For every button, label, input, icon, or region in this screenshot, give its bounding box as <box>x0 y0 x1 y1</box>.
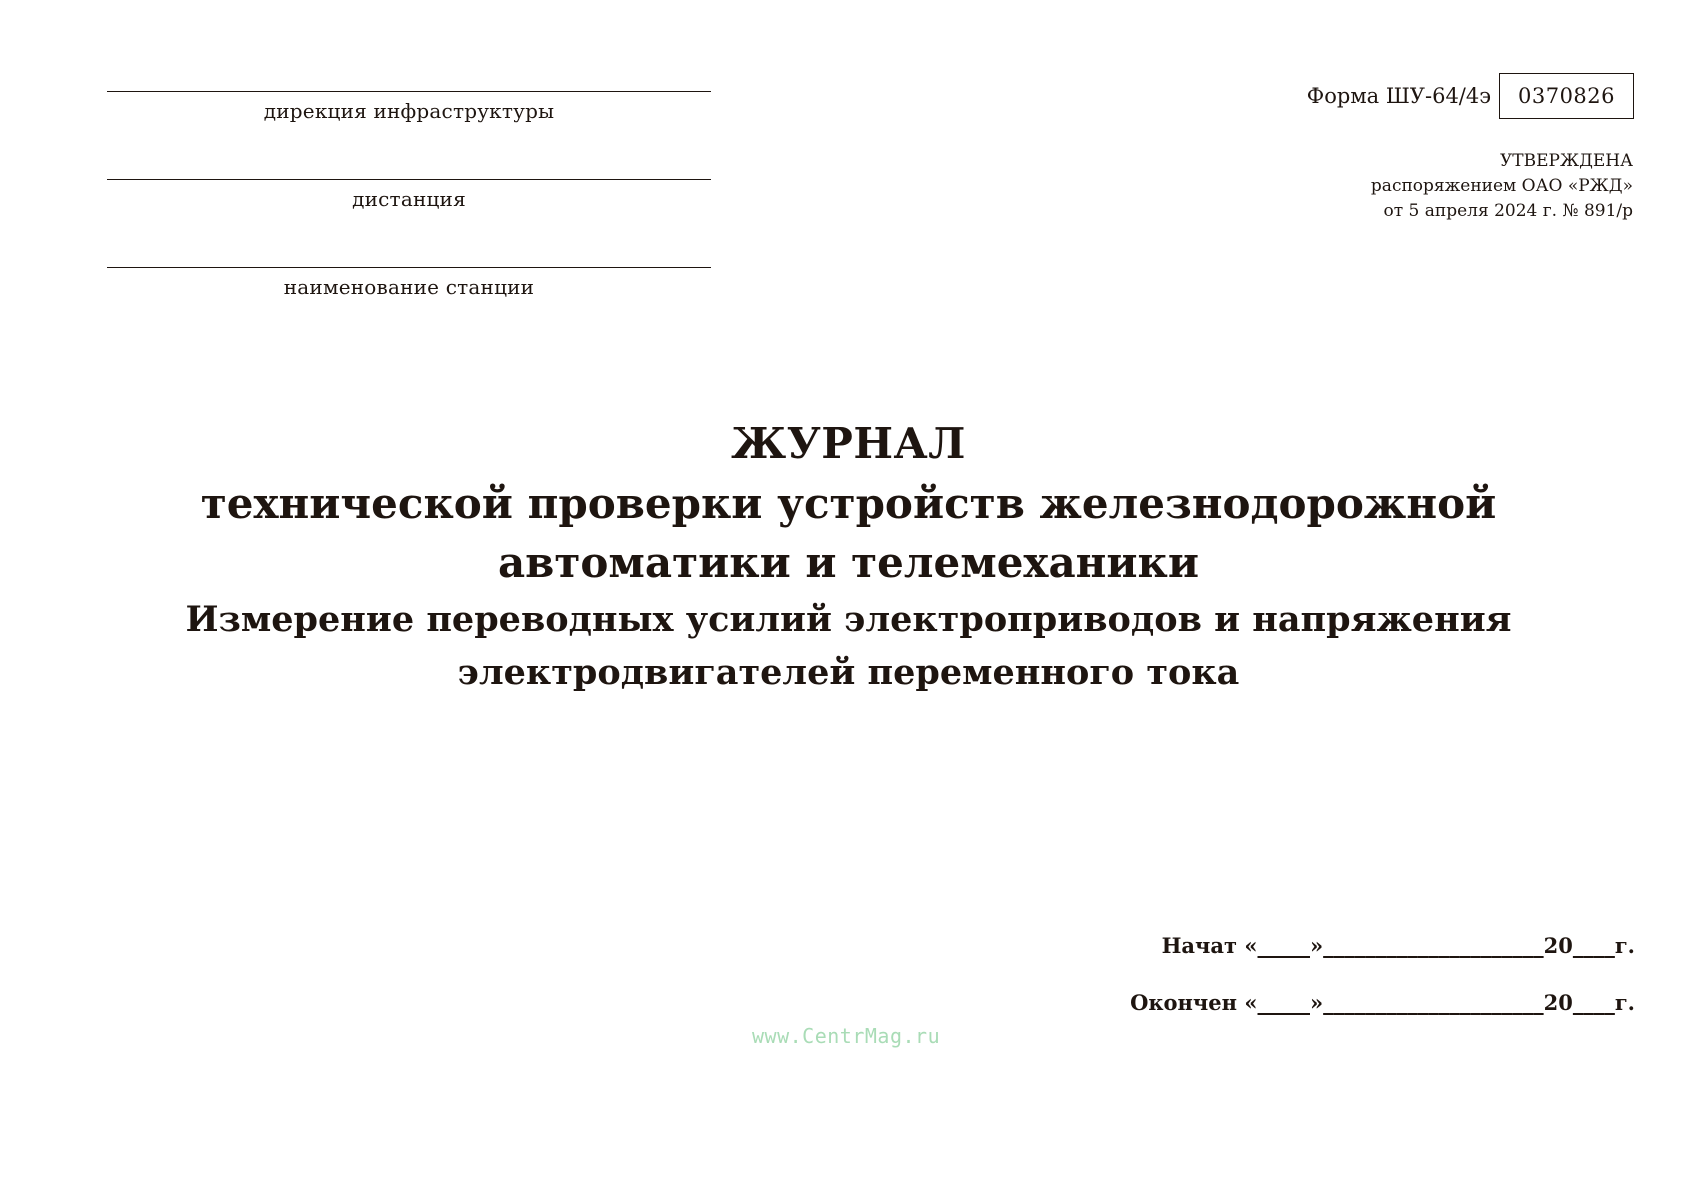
distance-field[interactable] <box>107 148 711 236</box>
form-label: Форма ШУ-64/4э <box>1306 84 1491 108</box>
approval-stamp <box>1371 149 1633 224</box>
started-date[interactable]: Начат «_____»_____________________20____г. <box>1161 933 1635 958</box>
date-fields <box>1130 932 1635 1046</box>
distance-caption: дистанция <box>352 187 466 211</box>
station-caption: наименование станции <box>283 275 535 299</box>
approval-date: от 5 апреля 2024 г. № 891/р <box>1383 201 1633 221</box>
approval-heading: УТВЕРЖДЕНА <box>1500 151 1633 171</box>
header-fields <box>107 60 711 324</box>
form-number-box: 0370826 <box>1499 73 1634 119</box>
form-code <box>1307 73 1634 119</box>
station-field[interactable] <box>107 236 711 324</box>
directorate-field[interactable] <box>107 60 711 148</box>
subtitle-line-1: Измерение переводных усилий электроприводов и напряжения <box>185 599 1512 640</box>
distance-line <box>107 179 711 180</box>
station-line <box>107 267 711 268</box>
title-line-1: технической проверки устройств железнодорожной <box>200 479 1497 528</box>
subtitle-line-2: электродвигателей переменного тока <box>457 652 1240 693</box>
finished-date[interactable]: Окончен «_____»_____________________20____г. <box>1130 990 1635 1015</box>
directorate-caption: дирекция инфраструктуры <box>263 99 555 123</box>
directorate-line <box>107 91 711 92</box>
watermark: www.CentrMag.ru <box>752 1024 941 1048</box>
document-title <box>0 414 1697 698</box>
title-line-2: автоматики и телемеханики <box>497 538 1200 587</box>
title-main: ЖУРНАЛ <box>731 419 966 468</box>
approval-order: распоряжением ОАО «РЖД» <box>1370 176 1633 196</box>
